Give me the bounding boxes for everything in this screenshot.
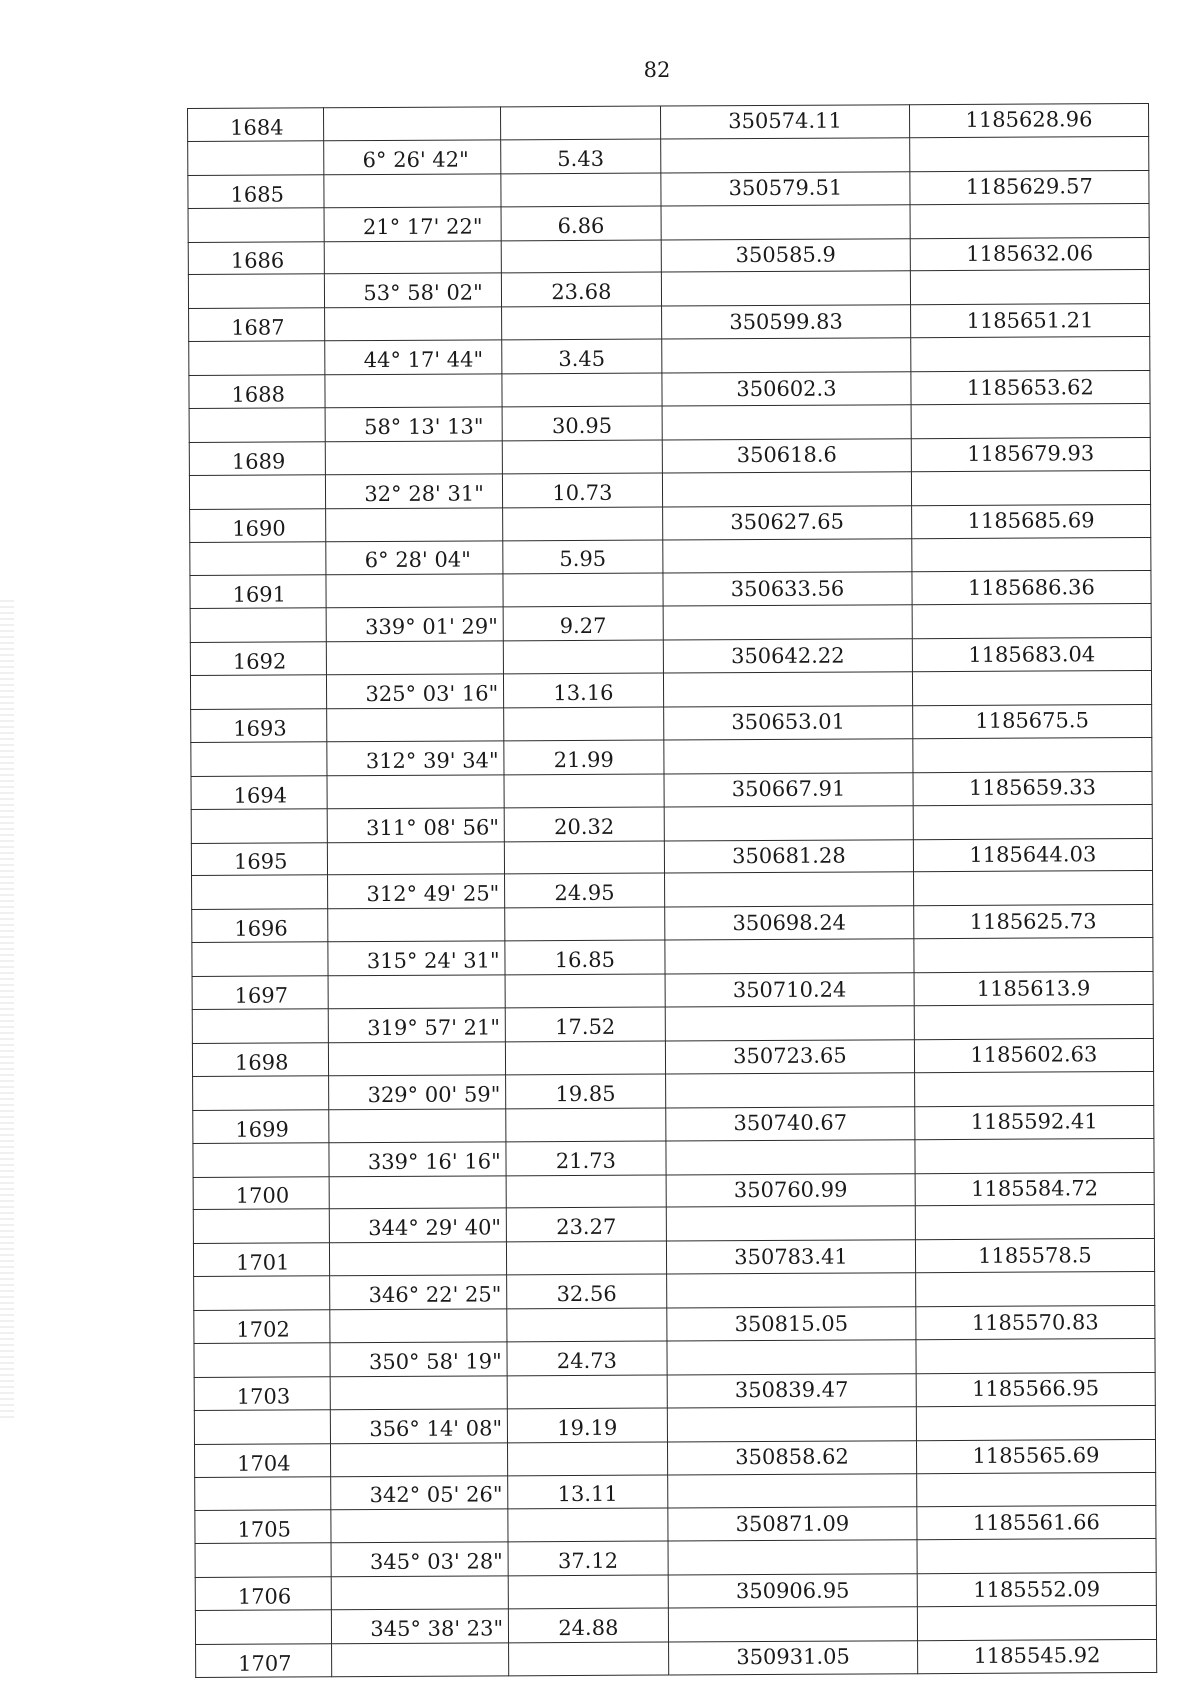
point-row <box>193 1172 1154 1210</box>
y-coordinate-cell <box>912 604 1151 639</box>
point-number-cell: 1684 <box>188 108 325 142</box>
bearing-cell: 32° 28' 31" <box>326 474 502 509</box>
leg-row <box>192 1005 1153 1044</box>
distance-cell: 5.95 <box>502 540 663 575</box>
bearing-cell: 329° 00' 59" <box>329 1075 505 1110</box>
point-row <box>191 771 1152 809</box>
x-coordinate-cell: 350579.51 <box>661 171 910 205</box>
y-coordinate-cell: 1185578.5 <box>915 1239 1154 1273</box>
point-number-cell: 1690 <box>190 508 327 542</box>
bearing-cell <box>327 641 503 675</box>
distance-cell: 13.11 <box>507 1475 668 1510</box>
bearing-cell <box>331 1442 507 1476</box>
point-row <box>192 905 1153 943</box>
point-number-cell: 1687 <box>189 308 326 342</box>
point-row <box>194 1372 1155 1410</box>
distance-cell: 17.52 <box>505 1007 666 1042</box>
x-coordinate-cell <box>668 1473 917 1508</box>
bearing-cell: 315° 24' 31" <box>328 941 504 976</box>
point-number-cell: 1704 <box>194 1443 331 1477</box>
x-coordinate-cell: 350723.65 <box>666 1040 915 1074</box>
distance-cell <box>503 640 664 674</box>
bearing-cell <box>326 508 502 542</box>
leg-row <box>193 1205 1154 1244</box>
y-coordinate-cell: 1185545.92 <box>917 1639 1156 1673</box>
point-number-cell <box>190 608 327 643</box>
bearing-cell: 312° 49' 25" <box>328 874 504 909</box>
y-coordinate-cell <box>910 270 1149 305</box>
point-number-cell: 1707 <box>196 1644 333 1678</box>
bearing-cell <box>325 374 501 408</box>
y-coordinate-cell <box>916 1405 1155 1440</box>
x-coordinate-cell: 350627.65 <box>663 505 912 539</box>
bearing-cell <box>331 1376 507 1410</box>
point-row <box>190 571 1151 609</box>
x-coordinate-cell: 350760.99 <box>666 1173 915 1207</box>
leg-row <box>191 737 1152 776</box>
bearing-cell <box>329 1042 505 1076</box>
distance-cell: 19.19 <box>507 1408 668 1443</box>
point-row <box>188 237 1149 275</box>
point-number-cell <box>194 1343 331 1378</box>
distance-cell <box>506 1241 667 1275</box>
x-coordinate-cell <box>664 805 913 840</box>
point-number-cell <box>189 341 326 376</box>
point-number-cell: 1701 <box>193 1243 330 1277</box>
bearing-cell <box>328 841 504 875</box>
distance-cell: 13.16 <box>503 673 664 708</box>
distance-cell <box>507 1375 668 1409</box>
point-row <box>194 1306 1155 1344</box>
point-number-cell: 1686 <box>188 241 325 275</box>
point-row <box>191 704 1152 742</box>
bearing-cell <box>328 975 504 1009</box>
y-coordinate-cell: 1185584.72 <box>915 1172 1154 1206</box>
bearing-cell: 342° 05' 26" <box>331 1475 507 1510</box>
distance-cell: 24.88 <box>508 1608 669 1643</box>
point-row <box>188 170 1149 208</box>
point-number-cell <box>190 675 327 710</box>
y-coordinate-cell: 1185659.33 <box>913 771 1152 805</box>
x-coordinate-cell: 350599.83 <box>662 305 911 339</box>
y-coordinate-cell: 1185592.41 <box>915 1105 1154 1139</box>
x-coordinate-cell <box>666 1073 915 1108</box>
x-coordinate-cell: 350740.67 <box>666 1106 915 1140</box>
leg-row <box>189 470 1150 509</box>
y-coordinate-cell: 1185679.93 <box>911 437 1150 471</box>
point-row <box>196 1639 1157 1677</box>
point-number-cell <box>188 274 325 309</box>
distance-cell <box>504 774 665 808</box>
x-coordinate-cell: 350815.05 <box>667 1307 916 1341</box>
y-coordinate-cell <box>913 737 1152 772</box>
y-coordinate-cell <box>914 1005 1153 1040</box>
y-coordinate-cell <box>916 1472 1155 1507</box>
distance-cell: 3.45 <box>501 339 662 374</box>
x-coordinate-cell <box>664 739 913 774</box>
distance-cell <box>506 1175 667 1209</box>
leg-row <box>189 403 1150 442</box>
y-coordinate-cell: 1185628.96 <box>909 103 1148 137</box>
bearing-cell: 312° 39' 34" <box>327 741 503 776</box>
x-coordinate-cell <box>662 405 911 440</box>
y-coordinate-cell: 1185632.06 <box>910 237 1149 271</box>
coordinate-table-body <box>188 103 1157 1677</box>
point-row <box>193 1105 1154 1143</box>
point-number-cell <box>194 1409 331 1444</box>
distance-cell: 20.32 <box>504 807 665 842</box>
point-number-cell <box>193 1142 330 1177</box>
y-coordinate-cell <box>915 1272 1154 1307</box>
distance-cell: 30.95 <box>502 406 663 441</box>
x-coordinate-cell <box>664 672 913 707</box>
bearing-cell <box>330 1309 506 1343</box>
x-coordinate-cell: 350585.9 <box>661 238 910 272</box>
point-row <box>194 1439 1155 1477</box>
x-coordinate-cell: 350710.24 <box>665 973 914 1007</box>
bearing-cell <box>330 1242 506 1276</box>
distance-cell <box>508 1575 669 1609</box>
y-coordinate-cell <box>909 136 1148 171</box>
point-number-cell <box>193 1076 330 1111</box>
point-row <box>188 103 1149 141</box>
bearing-cell <box>324 174 500 208</box>
bearing-cell: 21° 17' 22" <box>324 207 500 242</box>
distance-cell <box>500 173 661 207</box>
distance-cell: 23.27 <box>506 1207 667 1242</box>
bearing-cell <box>325 307 501 341</box>
x-coordinate-cell: 350618.6 <box>662 439 911 473</box>
x-coordinate-cell <box>661 138 910 173</box>
x-coordinate-cell: 350931.05 <box>669 1641 918 1675</box>
distance-cell <box>501 306 662 340</box>
x-coordinate-cell <box>663 472 912 507</box>
y-coordinate-cell: 1185644.03 <box>913 838 1152 872</box>
x-coordinate-cell <box>667 1406 916 1441</box>
point-number-cell: 1697 <box>192 976 329 1010</box>
x-coordinate-cell: 350871.09 <box>668 1507 917 1541</box>
x-coordinate-cell <box>665 872 914 907</box>
point-number-cell: 1699 <box>193 1109 330 1143</box>
bearing-cell: 44° 17' 44" <box>325 340 501 375</box>
x-coordinate-cell <box>662 338 911 373</box>
leg-row <box>194 1405 1155 1444</box>
bearing-cell <box>329 1175 505 1209</box>
y-coordinate-cell <box>913 804 1152 839</box>
distance-cell: 5.43 <box>500 139 661 174</box>
point-number-cell <box>189 408 326 443</box>
distance-cell: 16.85 <box>504 940 665 975</box>
distance-cell <box>505 1041 666 1075</box>
distance-cell <box>504 841 665 875</box>
distance-cell <box>507 1442 668 1476</box>
bearing-cell: 339° 16' 16" <box>329 1141 505 1176</box>
y-coordinate-cell: 1185675.5 <box>912 704 1151 738</box>
y-coordinate-cell <box>910 337 1149 372</box>
y-coordinate-cell: 1185602.63 <box>914 1038 1153 1072</box>
point-row <box>189 437 1150 475</box>
distance-cell <box>502 507 663 541</box>
y-coordinate-cell <box>912 537 1151 572</box>
leg-row <box>192 938 1153 977</box>
distance-cell: 9.27 <box>503 606 664 641</box>
y-coordinate-cell: 1185629.57 <box>910 170 1149 204</box>
x-coordinate-cell <box>662 271 911 306</box>
distance-cell: 24.73 <box>507 1341 668 1376</box>
bearing-cell <box>326 441 502 475</box>
distance-cell <box>508 1642 669 1676</box>
coordinate-table <box>187 103 1157 1678</box>
point-number-cell: 1705 <box>195 1510 332 1544</box>
distance-cell <box>506 1308 667 1342</box>
point-number-cell <box>191 742 328 777</box>
y-coordinate-cell <box>916 1338 1155 1373</box>
x-coordinate-cell: 350858.62 <box>668 1440 917 1474</box>
y-coordinate-cell: 1185685.69 <box>911 504 1150 538</box>
x-coordinate-cell <box>665 939 914 974</box>
point-number-cell <box>194 1276 331 1311</box>
bearing-cell: 350° 58' 19" <box>330 1342 506 1377</box>
point-number-cell: 1702 <box>194 1310 331 1344</box>
y-coordinate-cell: 1185552.09 <box>917 1573 1156 1607</box>
y-coordinate-cell <box>915 1138 1154 1173</box>
point-number-cell <box>195 1543 332 1578</box>
x-coordinate-cell: 350653.01 <box>664 706 913 740</box>
distance-cell: 37.12 <box>508 1541 669 1576</box>
bearing-cell <box>327 775 503 809</box>
y-coordinate-cell: 1185570.83 <box>916 1306 1155 1340</box>
point-number-cell <box>189 475 326 510</box>
point-number-cell <box>192 1009 329 1044</box>
point-number-cell <box>192 875 329 910</box>
x-coordinate-cell <box>666 1139 915 1174</box>
leg-row <box>193 1138 1154 1177</box>
y-coordinate-cell: 1185683.04 <box>912 638 1151 672</box>
point-row <box>191 838 1152 876</box>
distance-cell <box>505 1108 666 1142</box>
y-coordinate-cell: 1185613.9 <box>914 972 1153 1006</box>
y-coordinate-cell <box>917 1539 1156 1574</box>
leg-row <box>189 337 1150 376</box>
point-number-cell: 1685 <box>188 175 325 209</box>
x-coordinate-cell: 350574.11 <box>661 105 910 139</box>
y-coordinate-cell: 1185561.66 <box>917 1506 1156 1540</box>
bearing-cell: 344° 29' 40" <box>330 1208 506 1243</box>
x-coordinate-cell: 350906.95 <box>668 1574 917 1608</box>
y-coordinate-cell: 1185625.73 <box>913 905 1152 939</box>
x-coordinate-cell: 350602.3 <box>662 372 911 406</box>
point-row <box>189 304 1150 342</box>
point-number-cell: 1696 <box>192 909 329 943</box>
bearing-cell <box>326 574 502 608</box>
x-coordinate-cell: 350667.91 <box>664 773 913 807</box>
distance-cell: 21.99 <box>503 740 664 775</box>
bearing-cell <box>327 708 503 742</box>
y-coordinate-cell <box>914 1071 1153 1106</box>
y-coordinate-cell: 1185565.69 <box>916 1439 1155 1473</box>
y-coordinate-cell <box>911 403 1150 438</box>
leg-row <box>194 1272 1155 1311</box>
point-row <box>189 371 1150 409</box>
x-coordinate-cell <box>663 538 912 573</box>
point-number-cell <box>188 141 325 176</box>
point-number-cell <box>193 1209 330 1244</box>
point-number-cell: 1694 <box>191 776 328 810</box>
point-row <box>193 1239 1154 1277</box>
bearing-cell: 53° 58' 02" <box>325 273 501 308</box>
point-number-cell <box>191 808 328 843</box>
leg-row <box>195 1606 1156 1645</box>
bearing-cell <box>332 1576 508 1610</box>
distance-cell <box>502 373 663 407</box>
leg-row <box>194 1338 1155 1377</box>
bearing-cell: 325° 03' 16" <box>327 674 503 709</box>
point-number-cell: 1692 <box>190 642 327 676</box>
point-number-cell: 1695 <box>191 842 328 876</box>
distance-cell: 32.56 <box>506 1274 667 1309</box>
distance-cell: 24.95 <box>504 873 665 908</box>
x-coordinate-cell <box>667 1340 916 1375</box>
distance-cell <box>503 707 664 741</box>
y-coordinate-cell: 1185686.36 <box>912 571 1151 605</box>
bearing-cell: 346° 22' 25" <box>330 1275 506 1310</box>
leg-row <box>195 1472 1156 1511</box>
bearing-cell: 58° 13' 13" <box>325 407 501 442</box>
point-number-cell: 1689 <box>189 442 326 476</box>
point-number-cell: 1693 <box>191 709 328 743</box>
y-coordinate-cell <box>913 871 1152 906</box>
distance-cell <box>501 240 662 274</box>
point-row <box>190 504 1151 542</box>
point-number-cell: 1703 <box>194 1377 331 1411</box>
bearing-cell <box>324 107 500 141</box>
leg-row <box>190 671 1151 710</box>
bearing-cell: 6° 26' 42" <box>324 140 500 175</box>
distance-cell <box>503 573 664 607</box>
y-coordinate-cell <box>915 1205 1154 1240</box>
y-coordinate-cell <box>910 203 1149 238</box>
y-coordinate-cell: 1185653.62 <box>911 371 1150 405</box>
bearing-cell <box>328 908 504 942</box>
bearing-cell: 6° 28' 04" <box>326 540 502 575</box>
x-coordinate-cell: 350642.22 <box>663 639 912 673</box>
x-coordinate-cell <box>669 1607 918 1642</box>
distance-cell <box>500 106 661 140</box>
x-coordinate-cell <box>667 1273 916 1308</box>
bearing-cell <box>325 240 501 274</box>
point-number-cell <box>195 1610 332 1645</box>
x-coordinate-cell: 350681.28 <box>664 839 913 873</box>
y-coordinate-cell: 1185566.95 <box>916 1372 1155 1406</box>
leg-row <box>191 804 1152 843</box>
bearing-cell: 339° 01' 29" <box>326 607 502 642</box>
distance-cell <box>507 1508 668 1542</box>
scan-edge-noise <box>0 600 14 1420</box>
distance-cell: 23.68 <box>501 272 662 307</box>
leg-row <box>188 270 1149 309</box>
x-coordinate-cell <box>666 1206 915 1241</box>
y-coordinate-cell <box>914 938 1153 973</box>
x-coordinate-cell <box>665 1006 914 1041</box>
bearing-cell: 345° 03' 28" <box>331 1542 507 1577</box>
point-number-cell <box>195 1476 332 1511</box>
leg-row <box>192 871 1153 910</box>
y-coordinate-cell: 1185651.21 <box>910 304 1149 338</box>
distance-cell: 21.73 <box>506 1141 667 1176</box>
bearing-cell <box>331 1509 507 1543</box>
leg-row <box>188 203 1149 242</box>
point-row <box>190 638 1151 676</box>
distance-cell <box>504 907 665 941</box>
bearing-cell <box>329 1109 505 1143</box>
point-row <box>192 972 1153 1010</box>
distance-cell <box>502 440 663 474</box>
point-number-cell <box>188 207 325 242</box>
y-coordinate-cell <box>912 671 1151 706</box>
bearing-cell: 345° 38' 23" <box>332 1609 508 1644</box>
leg-row <box>195 1539 1156 1578</box>
leg-row <box>190 537 1151 576</box>
bearing-cell <box>332 1643 508 1677</box>
y-coordinate-cell <box>911 470 1150 505</box>
distance-cell: 10.73 <box>502 473 663 508</box>
x-coordinate-cell: 350783.41 <box>667 1240 916 1274</box>
point-number-cell <box>190 541 327 576</box>
point-row <box>195 1506 1156 1544</box>
x-coordinate-cell: 350698.24 <box>665 906 914 940</box>
page-number: 82 <box>643 58 671 82</box>
distance-cell: 6.86 <box>501 206 662 241</box>
bearing-cell: 356° 14' 08" <box>331 1409 507 1444</box>
x-coordinate-cell: 350839.47 <box>667 1374 916 1408</box>
x-coordinate-cell <box>668 1540 917 1575</box>
bearing-cell: 319° 57' 21" <box>329 1008 505 1043</box>
bearing-cell: 311° 08' 56" <box>328 808 504 843</box>
x-coordinate-cell: 350633.56 <box>663 572 912 606</box>
point-number-cell: 1691 <box>190 575 327 609</box>
leg-row <box>188 136 1149 175</box>
leg-row <box>193 1071 1154 1110</box>
point-number-cell: 1688 <box>189 375 326 409</box>
point-row <box>195 1573 1156 1611</box>
point-number-cell: 1700 <box>193 1176 330 1210</box>
point-number-cell: 1698 <box>192 1043 329 1077</box>
x-coordinate-cell <box>661 204 910 239</box>
distance-cell <box>505 974 666 1008</box>
point-number-cell <box>192 942 329 977</box>
leg-row <box>190 604 1151 643</box>
x-coordinate-cell <box>663 605 912 640</box>
point-number-cell: 1706 <box>195 1577 332 1611</box>
distance-cell: 19.85 <box>505 1074 666 1109</box>
y-coordinate-cell <box>917 1606 1156 1641</box>
point-row <box>192 1038 1153 1076</box>
